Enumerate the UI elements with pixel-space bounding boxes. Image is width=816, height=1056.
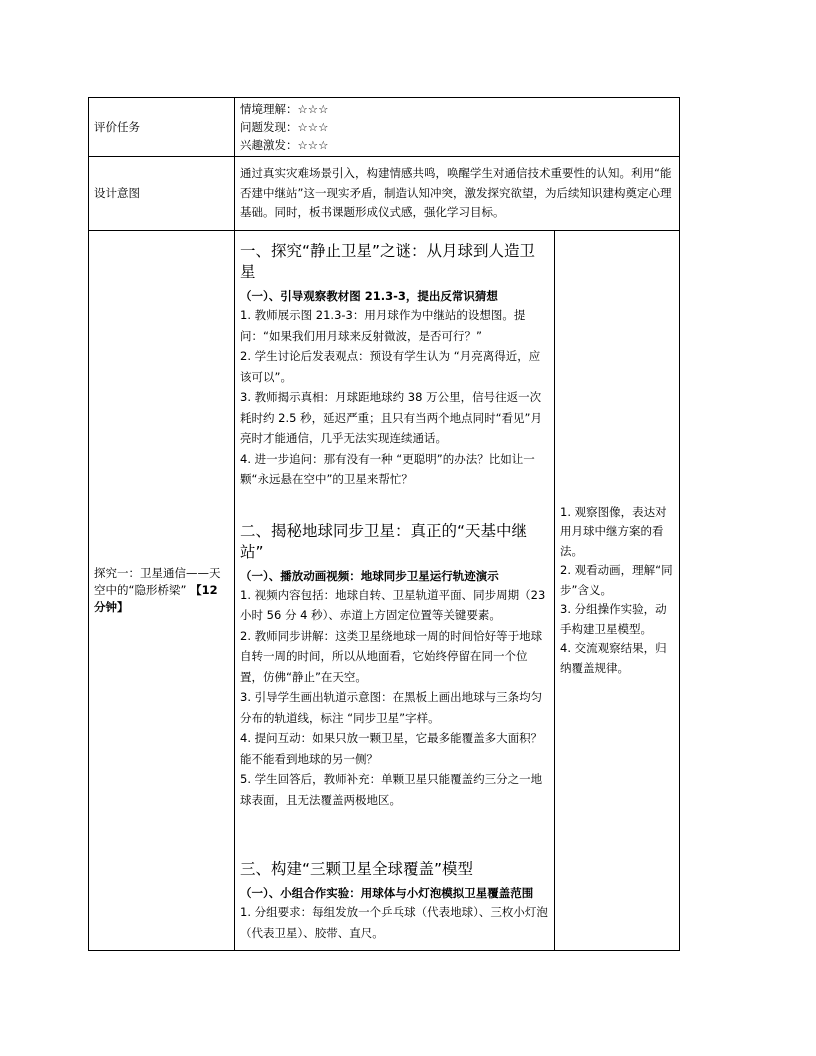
design-row (89, 157, 680, 231)
section-heading: 一、探究“静止卫星”之谜：从月球到人造卫星 (240, 242, 536, 281)
section-item: 1. 分组要求：每组发放一个乒乓球（代表地球）、三枚小灯泡（代表卫星）、胶带、直尺。 (240, 905, 548, 940)
student-activity-item: 4. 交流观察结果，归纳覆盖规律。 (560, 641, 667, 675)
teacher-activities (235, 231, 555, 951)
section-item: 3. 教师揭示真相：月球距地球约 38 万公里，信号往返一次耗时约 2.5 秒，延迟严重；且只有当两个地点同时“看见”月亮时才能通信，几乎无法实现连续通话。 (240, 390, 543, 445)
section-item: 1. 视频内容包括：地球自转、卫星轨道平面、同步周期（23 小时 56 分 4 秒）、赤道上方固定位置等关键要素。 (240, 587, 546, 622)
evaluation-row (89, 98, 680, 157)
section-item: 4. 进一步追问：那有没有一种 “更聪明”的办法？比如让一颗“永远悬在空中”的卫星来帮忙？ (240, 451, 535, 486)
inquiry-title: 探究一：卫星通信——天空中的“隐形桥梁” (94, 566, 221, 597)
inquiry-label (89, 231, 235, 951)
student-activities (555, 231, 680, 951)
evaluation-item: 兴趣激发：☆☆☆ (240, 138, 329, 152)
section-subheading: （一）、播放动画视频：地球同步卫星运行轨迹演示 (240, 568, 499, 583)
section-item: 2. 教师同步讲解：这类卫星绕地球一周的时间恰好等于地球自转一周的时间，所以从地面看，它始终停留在同一个位置，仿佛“静止”在天空。 (240, 628, 543, 684)
design-content: 通过真实灾难场景引入，构建情感共鸣，唤醒学生对通信技术重要性的认知。利用“能否建中继站”这一现实矛盾，制造认知冲突，激发探究欲望，为后续知识建构奠定心理基础。同时，板书课题形成仪式感，强化学习目标。 (235, 157, 680, 231)
section-item: 2. 学生讨论后发表观点：预设有学生认为 “月亮离得近，应该可以”。 (240, 349, 541, 384)
section-item: 3. 引导学生画出轨道示意图：在黑板上画出地球与三条均匀分布的轨道线，标注 “同步卫星”字样。 (240, 690, 543, 725)
section-item: 4. 提问互动：如果只放一颗卫星，它最多能覆盖多大面积？能不能看到地球的另一侧？ (240, 731, 543, 766)
evaluation-label: 评价任务 (89, 98, 235, 157)
inquiry-row (89, 231, 680, 951)
student-activity-item: 1. 观察图像，表达对用月球中继方案的看法。 (560, 504, 667, 558)
evaluation-item: 情境理解：☆☆☆ (240, 102, 329, 116)
lesson-plan-table (88, 97, 680, 951)
section-heading: 二、揭秘地球同步卫星：真正的“天基中继站” (240, 521, 528, 561)
section-item: 1. 教师展示图 21.3-3：用月球作为中继站的设想图。提问：“如果我们用月球来反射微波，是否可行？” (240, 308, 526, 343)
section-item: 5. 学生回答后，教师补充：单颗卫星只能覆盖约三分之一地球表面，且无法覆盖两极地区。 (240, 772, 543, 807)
student-activity-item: 2. 观看动画，理解“同步”含义。 (560, 563, 673, 597)
section-subheading: （一）、小组合作实验：用球体与小灯泡模拟卫星覆盖范围 (240, 886, 534, 900)
section-subheading: （一）、引导观察教材图 21.3-3，提出反常识猜想 (240, 289, 498, 303)
design-label: 设计意图 (89, 157, 235, 231)
inquiry-duration: 【12 分钟】 (94, 583, 218, 614)
section-heading: 三、构建“三颗卫星全球覆盖”模型 (240, 860, 474, 878)
evaluation-item: 问题发现：☆☆☆ (240, 120, 329, 134)
evaluation-content (235, 98, 680, 157)
student-activity-item: 3. 分组操作实验，动手构建卫星模型。 (560, 602, 667, 636)
